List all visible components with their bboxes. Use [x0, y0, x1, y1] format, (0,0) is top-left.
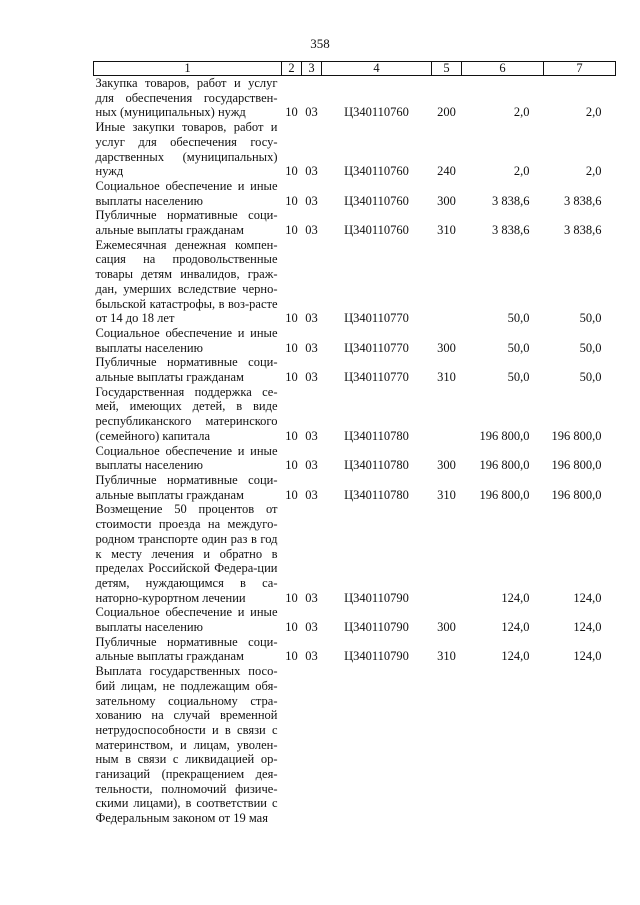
table-row: [94, 238, 616, 326]
item-name-cell: Социальное обеспечение и иные выплаты населению: [95, 605, 278, 635]
amount-year-2-cell: [544, 664, 616, 826]
section-code-cell: 10: [285, 311, 298, 326]
section-code-cell: 10: [285, 340, 298, 355]
section-code-cell: 10: [285, 590, 298, 605]
amount-year-2-cell: 124,0: [573, 649, 602, 664]
subsection-code-cell: 03: [305, 620, 318, 635]
subsection-code-cell: 03: [305, 105, 318, 120]
amount-year-1-cell: 196 800,0: [479, 458, 530, 473]
subsection-code-cell: 03: [305, 458, 318, 473]
subsection-code-cell: 03: [305, 311, 318, 326]
target-article-code-cell: Ц340110790: [344, 620, 409, 635]
table-row: [94, 473, 616, 502]
page-number: 358: [310, 36, 330, 51]
amount-year-2-cell: 196 800,0: [551, 458, 602, 473]
amount-year-2-cell: 3 838,6: [564, 193, 602, 208]
item-name-cell: Возмещение 50 процентов от стоимости проезда на междуго-родном транспорте один раз в год к месту лечения и обратно в пределах Российской Федера-ции детям, нуждающимся в са-наторно-курортном лечении: [95, 502, 278, 605]
column-header-7: 7: [544, 62, 616, 76]
item-name-cell: Иные закупки товаров, работ и услуг для обеспечения госу-дарственных (муниципальных) нужд: [95, 120, 278, 179]
amount-year-2-cell: 50,0: [579, 340, 602, 355]
target-article-code-cell: [322, 664, 432, 826]
table-row: [94, 355, 616, 384]
amount-year-1-cell: 50,0: [507, 311, 530, 326]
item-name-cell: Публичные нормативные соци-альные выплаты гражданам: [95, 208, 278, 238]
amount-year-2-cell: 50,0: [579, 370, 602, 385]
item-name-cell: Выплата государственных посо-бий лицам, не подлежащим обя-зательному социальному стра-хованию на случай временной нетрудоспособности и в связи с материнством, и лицам, уволен-ным в связи с ликвидацией ор-ганизаций (прекращением дея-тельности, полномочий физиче-скими лицами), в соответствии с Федеральным законом от 19 мая: [95, 664, 278, 826]
section-code-cell: 10: [285, 223, 298, 238]
table-row: [94, 502, 616, 605]
target-article-code-cell: Ц340110760: [344, 223, 409, 238]
amount-year-2-cell: 196 800,0: [551, 487, 602, 502]
item-name-cell: Ежемесячная денежная компен-сация на продовольственные товары детям инвалидов, граж-дан, умерших вследствие черно-быльской катастрофы, в воз-расте от 14 до 18 лет: [95, 237, 278, 326]
subsection-code-cell: 03: [305, 340, 318, 355]
table-row: [94, 179, 616, 208]
section-code-cell: [282, 664, 302, 826]
subsection-code-cell: 03: [305, 164, 318, 179]
item-name-cell: Публичные нормативные соци-альные выплаты гражданам: [95, 472, 278, 502]
expense-type-code-cell: [432, 502, 462, 605]
item-name-cell: Закупка товаров, работ и услуг для обеспечения государствен-ных (муниципальных) нужд: [95, 76, 278, 120]
subsection-code-cell: 03: [305, 223, 318, 238]
subsection-code-cell: 03: [305, 370, 318, 385]
expense-type-code-cell: 240: [437, 164, 456, 179]
subsection-code-cell: 03: [305, 428, 318, 443]
expense-type-code-cell: [432, 238, 462, 326]
budget-table: [93, 61, 616, 826]
expense-type-code-cell: 310: [437, 370, 456, 385]
expense-type-code-cell: 310: [437, 223, 456, 238]
target-article-code-cell: Ц340110780: [344, 428, 409, 443]
section-code-cell: 10: [285, 370, 298, 385]
subsection-code-cell: [302, 664, 322, 826]
table-row: [94, 208, 616, 237]
amount-year-1-cell: 124,0: [501, 620, 530, 635]
table-row: [94, 120, 616, 179]
table-body: [94, 76, 616, 826]
section-code-cell: 10: [285, 620, 298, 635]
amount-year-1-cell: 196 800,0: [479, 487, 530, 502]
item-name-cell: Публичные нормативные соци-альные выплаты гражданам: [95, 355, 278, 385]
amount-year-2-cell: 124,0: [573, 590, 602, 605]
target-article-code-cell: Ц340110770: [344, 370, 409, 385]
expense-type-code-cell: 310: [437, 649, 456, 664]
column-header-5: 5: [432, 62, 462, 76]
column-header-4: 4: [322, 62, 432, 76]
expense-type-code-cell: 310: [437, 487, 456, 502]
expense-type-code-cell: 300: [437, 458, 456, 473]
table-row: [94, 326, 616, 355]
expense-type-code-cell: 300: [437, 340, 456, 355]
expense-type-code-cell: 300: [437, 193, 456, 208]
amount-year-2-cell: 2,0: [585, 105, 602, 120]
item-name-cell: Социальное обеспечение и иные выплаты населению: [95, 325, 278, 355]
amount-year-1-cell: 50,0: [507, 370, 530, 385]
target-article-code-cell: Ц340110780: [344, 458, 409, 473]
table-row: [94, 444, 616, 473]
expense-type-code-cell: 300: [437, 620, 456, 635]
amount-year-2-cell: 3 838,6: [564, 223, 602, 238]
header-row: [94, 62, 616, 76]
target-article-code-cell: Ц340110790: [344, 590, 409, 605]
section-code-cell: 10: [285, 164, 298, 179]
amount-year-1-cell: 3 838,6: [492, 193, 530, 208]
subsection-code-cell: 03: [305, 649, 318, 664]
section-code-cell: 10: [285, 487, 298, 502]
amount-year-1-cell: 196 800,0: [479, 428, 530, 443]
expense-type-code-cell: [432, 385, 462, 444]
column-header-6: 6: [462, 62, 544, 76]
target-article-code-cell: Ц340110770: [344, 340, 409, 355]
table-row: [94, 385, 616, 444]
subsection-code-cell: 03: [305, 193, 318, 208]
target-article-code-cell: Ц340110760: [344, 105, 409, 120]
column-header-2: 2: [282, 62, 302, 76]
item-name-cell: Государственная поддержка се-мей, имеющих детей, в виде республиканского материнского (семейного) капитала: [95, 384, 278, 443]
item-name-cell: Социальное обеспечение и иные выплаты населению: [95, 178, 278, 208]
amount-year-1-cell: 2,0: [513, 164, 530, 179]
target-article-code-cell: Ц340110760: [344, 193, 409, 208]
amount-year-2-cell: 50,0: [579, 311, 602, 326]
item-name-cell: Публичные нормативные соци-альные выплаты гражданам: [95, 634, 278, 664]
item-name-cell: Социальное обеспечение и иные выплаты населению: [95, 443, 278, 473]
subsection-code-cell: 03: [305, 487, 318, 502]
table-row: [94, 76, 616, 121]
amount-year-1-cell: 3 838,6: [492, 223, 530, 238]
amount-year-1-cell: [462, 664, 544, 826]
expense-type-code-cell: 200: [437, 105, 456, 120]
amount-year-2-cell: 196 800,0: [551, 428, 602, 443]
table-row: [94, 635, 616, 664]
section-code-cell: 10: [285, 649, 298, 664]
amount-year-1-cell: 2,0: [513, 105, 530, 120]
section-code-cell: 10: [285, 458, 298, 473]
amount-year-1-cell: 50,0: [507, 340, 530, 355]
amount-year-2-cell: 124,0: [573, 620, 602, 635]
amount-year-2-cell: 2,0: [585, 164, 602, 179]
table-row: [94, 664, 616, 826]
table-row: [94, 605, 616, 634]
subsection-code-cell: 03: [305, 590, 318, 605]
expense-type-code-cell: [432, 664, 462, 826]
amount-year-1-cell: 124,0: [501, 590, 530, 605]
target-article-code-cell: Ц340110760: [344, 164, 409, 179]
target-article-code-cell: Ц340110770: [344, 311, 409, 326]
target-article-code-cell: Ц340110780: [344, 487, 409, 502]
target-article-code-cell: Ц340110790: [344, 649, 409, 664]
section-code-cell: 10: [285, 428, 298, 443]
column-header-3: 3: [302, 62, 322, 76]
column-header-1: 1: [94, 62, 282, 76]
section-code-cell: 10: [285, 105, 298, 120]
amount-year-1-cell: 124,0: [501, 649, 530, 664]
section-code-cell: 10: [285, 193, 298, 208]
